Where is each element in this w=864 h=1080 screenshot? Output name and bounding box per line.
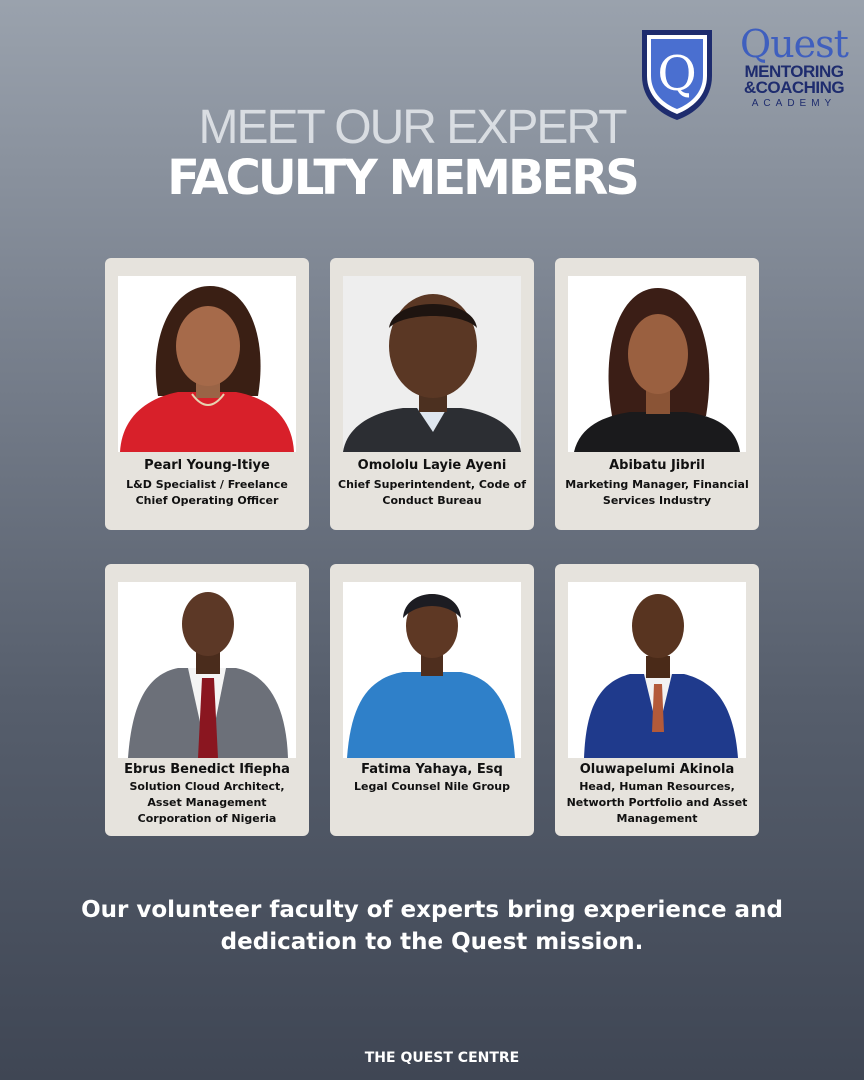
logo-wordmark: [724, 24, 864, 109]
member-card: [330, 564, 534, 836]
member-photo: [568, 582, 746, 758]
member-name: Fatima Yahaya, Esq: [361, 762, 503, 777]
member-role: Chief Superintendent, Code of Conduct Bureau: [338, 478, 526, 507]
shield-letter: Q: [657, 46, 697, 102]
heading-line-2: FACULTY MEMBERS: [167, 150, 637, 206]
member-card: [330, 258, 534, 530]
member-role: Marketing Manager, Financial Services Industry: [565, 478, 749, 507]
member-card: [105, 564, 309, 836]
member-name: Pearl Young-Itiye: [144, 458, 270, 473]
member-photo: [118, 582, 296, 758]
member-photo: [118, 276, 296, 452]
member-name: Ebrus Benedict Ifiepha: [124, 762, 290, 777]
member-photo: [343, 582, 521, 758]
footer-label: THE QUEST CENTRE: [364, 1050, 520, 1066]
member-photo: [343, 276, 521, 452]
member-role: Legal Counsel Nile Group: [353, 780, 511, 793]
member-photo: [568, 276, 746, 452]
member-card: [555, 258, 759, 530]
member-role: L&D Specialist / Freelance Chief Operating Officer: [126, 478, 288, 507]
tagline: Our volunteer faculty of experts bring experience and dedication to the Quest mission.: [81, 897, 783, 955]
member-role: Head, Human Resources, Networth Portfolio and Asset Management: [566, 780, 748, 825]
logo-line-academy: ACADEMY: [751, 98, 837, 109]
member-card: [105, 258, 309, 530]
logo-line-mentoring: MENTORING: [744, 62, 844, 81]
member-name: Abibatu Jibril: [609, 458, 705, 473]
member-name: Oluwapelumi Akinola: [579, 762, 735, 777]
member-card: [555, 564, 759, 836]
heading-line-1: MEET OUR EXPERT: [198, 101, 626, 154]
logo-line-coaching: &COACHING: [743, 78, 845, 97]
logo-brand: Quest: [740, 22, 848, 66]
member-role: Solution Cloud Architect, Asset Management Corporation of Nigeria: [129, 780, 285, 825]
member-name: Omololu Layie Ayeni: [357, 458, 507, 473]
